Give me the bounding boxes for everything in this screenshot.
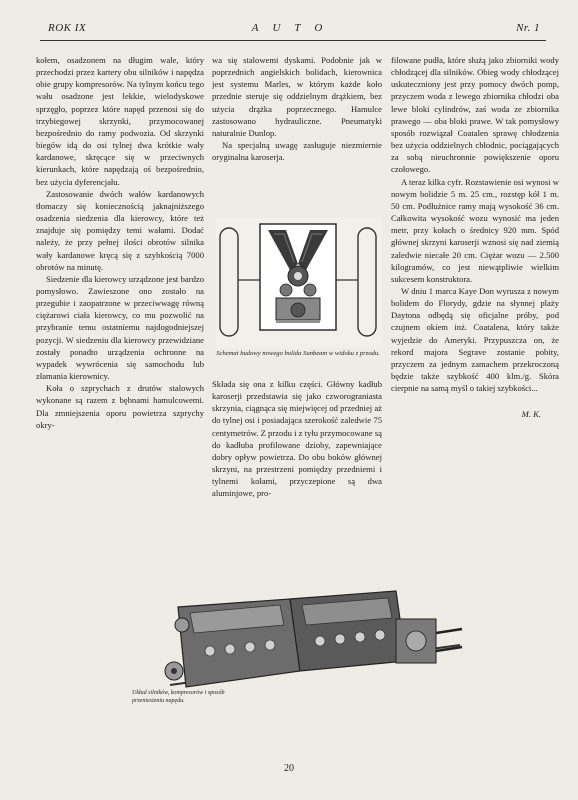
header-issue-number: Nr. 1 xyxy=(516,22,540,34)
text-column-2-top xyxy=(212,54,382,214)
page-number: 20 xyxy=(284,763,294,774)
figure-1-caption: Schemat budowy nowego bolida Sunbeam w widoku z przodu. xyxy=(216,350,380,357)
paragraph: A teraz kilka cyfr. Rozstawienie osi wynosi w nowym bolidzie 5 m. 25 cm., rozstęp kół 1 m. 50 cm. Podłużnice ramy mają wysokość 36 cm. Całkowita wysokość wozu wynosić ma jeden metr, przy kołach o średnicy 920 mm. Spód głównej skrzyni karoserji wznosi się nad ziemią zaledwie niecałe 20 cm. Ciężar wozu — 2.500 kilogramów, co jest niewątpliwie wielkim sukcesem konstruktora. xyxy=(391,176,559,284)
paragraph: Na specjalną uwagę zasługuje niezmiernie oryginalna karoserja. xyxy=(212,140,382,163)
paragraph: kołem, osadzonem na długim wale, który przechodzi przez kartery obu silników i napędza obie grupy kompresorów. Na tylnym końcu tego wału osadzone jest lekkie, wielodyskowe sprzęgło, poprzez które napęd przenosi się do trzybiegowej skrzynki, przymocowanej bezpośrednio do ramy podwozia. Od skrzynki biegów idą do osi tylnej dwa krótkie wały kardanowe, skręcące się w przeciwnych kierunkach, które napędzają oś bezpośrednio, bez użycia dyferencjału. xyxy=(36,55,204,187)
paragraph: Zastosowanie dwóch wałów kardanowych tłomaczy się koniecznością jaknajniższego osadzenia siedzenia dla kierowcy, które też znajduje się pomiędzy temi wałami. Dodać należy, że przy pełnej ilości obrotów silnika wały kardanowe kręcą się z szybkością 7000 obrotów na minutę. xyxy=(36,188,204,272)
running-header xyxy=(48,22,540,42)
text-column-3 xyxy=(391,54,559,421)
header-magazine-title: AUTO xyxy=(251,22,337,34)
header-rule xyxy=(40,40,546,41)
paragraph: Składa się ona z kilku części. Główny kadłub karoserji przedstawia się jako czworograniasta skrzynia, ciągnąca się miejwięcej od przedniej aż do tylnej osi i posiadająca szerokość zaledwie 75 centymetrów. Z przodu i z tyłu przymocowane są do kadłuba profilowane dzioby, zapewniające dobry opływ powietrza. Do obu boków głównej skrzyni, na przestrzeni pomiędzy przedniemi i tylnemi kołami, przyczepione są dwa aluminjowe, pro- xyxy=(212,379,382,499)
author-signature: M. K. xyxy=(521,409,541,420)
paragraph: wa się stalowemi dyskami. Podobnie jak w poprzednich angielskich bolidach, kierownica jest systemu Marles, w którym każde koło przednie steruje się oddzielnym drążkiem, bez użycia drążka poprzecznego. Hamulce zastosowano hydrauliczne. Pneumatyki naturalnie Dunlop. xyxy=(212,55,382,138)
paragraph: Siedzenie dla kierowcy urządzone jest bardzo pomysłowo. Zawieszone ono zostało na przegubie i zaopatrzone w przeciwwagę równą ciężarowi ciała kierowcy, co mu pozwolić na przybranie temu ostatniemu najdogodniejszej pozycji. W siedzeniu dla kierowcy przewidziane zostały ponadto urządzenia ochronne na wypadek wywrócenia się samochodu lub złamania kierownicy. xyxy=(36,273,204,382)
paragraph: Koła o szprychach z drutów stalowych wykonane są razem z bębnami hamulcowemi. Dla zmniejszenia oporu powietrza szprychy okry- xyxy=(36,383,204,430)
paragraph: W dniu 1 marca Kaye Don wyrusza z nowym bolidem do Florydy, gdzie na słynnej plaży Daytona odbędą się oficjalne próby, pod czujnem okiem inż. Coatalena, który także wyjedzie do Ameryki. Przypuszcza on, że rekord majora Segrave zostanie pobity, przyczem za jednym zamachem przekroczoną będzie także szybkość 400 klm./g. Skóra cierpnie na samą myśl o takiej szybkości... xyxy=(391,285,559,394)
figure-2-caption: Układ silników, kompresorów i sposób przeniesienia napędu. xyxy=(132,690,225,704)
text-column-2-bottom xyxy=(212,378,382,500)
text-column-1 xyxy=(36,54,204,431)
header-issue-year: ROK IX xyxy=(48,22,87,34)
paragraph: filowane pudła, które służą jako zbiorniki wody chłodzącej dla silników. Obieg wody chłodzącej uskuteczniony jest przy pomocy dwóch pomp, przyczem woda z lewego zbiornika chłodzi oba lewe bloki cylindrów, zaś woda ze zbiornika prawego — oba bloki prawe. W tak pomysłowy sposób rozwiązał Coatalen sprawę chłodzenia bez użycia oddzielnych chłodnic, pociągających za sobą nieuchronnie powiększenie oporu czołowego. xyxy=(391,55,559,175)
front-view-schematic-figure xyxy=(216,218,382,348)
